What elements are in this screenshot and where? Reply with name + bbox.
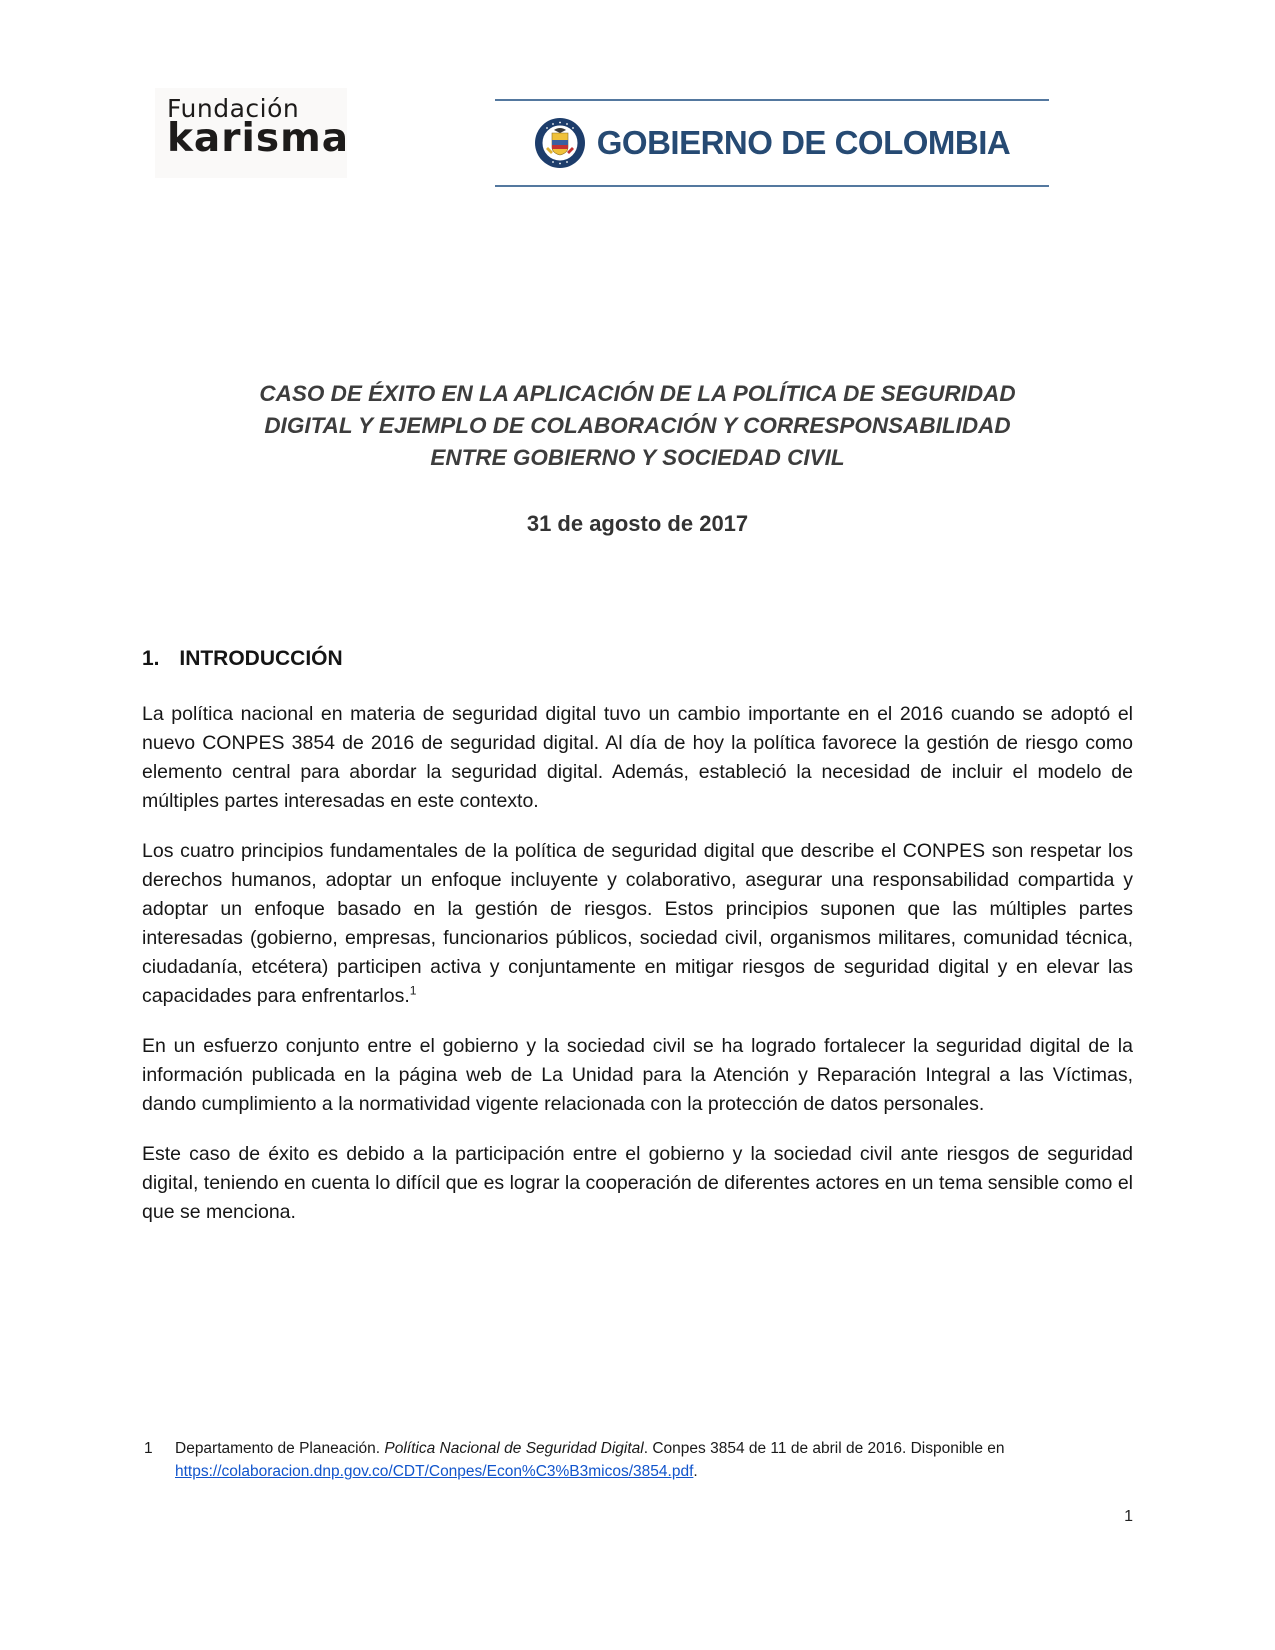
body-text bbox=[142, 700, 1133, 1248]
footnote-text-end: . bbox=[693, 1463, 698, 1480]
paragraph-2 bbox=[142, 837, 1133, 1011]
footnote-text-after-italic: . Conpes 3854 de 11 de abril de 2016. Disponible en bbox=[643, 1440, 1005, 1457]
section-heading-introduccion bbox=[142, 647, 1133, 671]
karisma-logo-line2: karisma bbox=[167, 116, 350, 161]
paragraph-2-text: Los cuatro principios fundamentales de la política de seguridad digital que describe el CONPES son respetar los derechos humanos, adoptar un enfoque incluyente y colaborativo, asegurar una responsabilidad compartida y adoptar un enfoque basado en la gestión de riesgos. Estos principios suponen que las múltiples partes interesadas (gobierno, empresas, funcionarios públicos, sociedad civil, organismos militares, comunidad técnica, ciudadanía, etcétera) participen activa y conjuntamente en mitigar riesgos de seguridad digital y en elevar las capacidades para enfrentarlos. bbox=[142, 840, 1133, 1007]
paragraph-4: Este caso de éxito es debido a la participación entre el gobierno y la sociedad civil ante riesgos de seguridad digital, teniendo en cuenta lo difícil que es lograr la cooperación de diferentes actores en un tema sensible como el que se menciona. bbox=[142, 1143, 1133, 1223]
footnote-marker: 1 bbox=[144, 1440, 153, 1457]
gobierno-colombia-banner bbox=[495, 99, 1049, 187]
footnote-text-before-italic: Departamento de Planeación. bbox=[175, 1440, 385, 1457]
document-title-line-3: ENTRE GOBIERNO Y SOCIEDAD CIVIL bbox=[430, 445, 845, 470]
document-title-line-2: DIGITAL Y EJEMPLO DE COLABORACIÓN Y CORRESPONSABILIDAD bbox=[264, 413, 1011, 438]
paragraph-3: En un esfuerzo conjunto entre el gobierno y la sociedad civil se ha logrado fortalecer la seguridad digital de la información publicada en la página web de La Unidad para la Atención y Reparación Integral a las Víctimas, dando cumplimiento a la normatividad vigente relacionada con la protección de datos personales. bbox=[142, 1035, 1133, 1115]
karisma-logo-line1: Fundación bbox=[167, 94, 300, 123]
document-title-line-1: CASO DE ÉXITO EN LA APLICACIÓN DE LA POLÍTICA DE SEGURIDAD bbox=[259, 381, 1016, 406]
footnote-link[interactable]: https://colaboracion.dnp.gov.co/CDT/Conpes/Econ%C3%B3micos/3854.pdf bbox=[175, 1463, 694, 1480]
section-title: INTRODUCCIÓN bbox=[179, 647, 343, 670]
colombia-coat-of-arms-icon bbox=[534, 117, 586, 169]
document-title bbox=[142, 378, 1133, 474]
section-number: 1. bbox=[142, 647, 160, 670]
gobierno-colombia-wordmark: GOBIERNO DE COLOMBIA bbox=[596, 124, 1011, 161]
footnote-1 bbox=[144, 1437, 1135, 1483]
footnote-text bbox=[175, 1437, 1135, 1483]
page-number: 1 bbox=[1124, 1508, 1133, 1525]
karisma-logo bbox=[155, 88, 350, 178]
footnote-reference-1: 1 bbox=[409, 983, 417, 998]
footnote-work-title: Política Nacional de Seguridad Digital bbox=[384, 1440, 644, 1457]
paragraph-1: La política nacional en materia de seguridad digital tuvo un cambio importante en el 2016 cuando se adoptó el nuevo CONPES 3854 de 2016 de seguridad digital. Al día de hoy la política favorece la gestión de riesgo como elemento central para abordar la seguridad digital. Además, estableció la necesidad de incluir el modelo de múltiples partes interesadas en este contexto. bbox=[142, 703, 1133, 812]
document-date: 31 de agosto de 2017 bbox=[526, 511, 749, 536]
